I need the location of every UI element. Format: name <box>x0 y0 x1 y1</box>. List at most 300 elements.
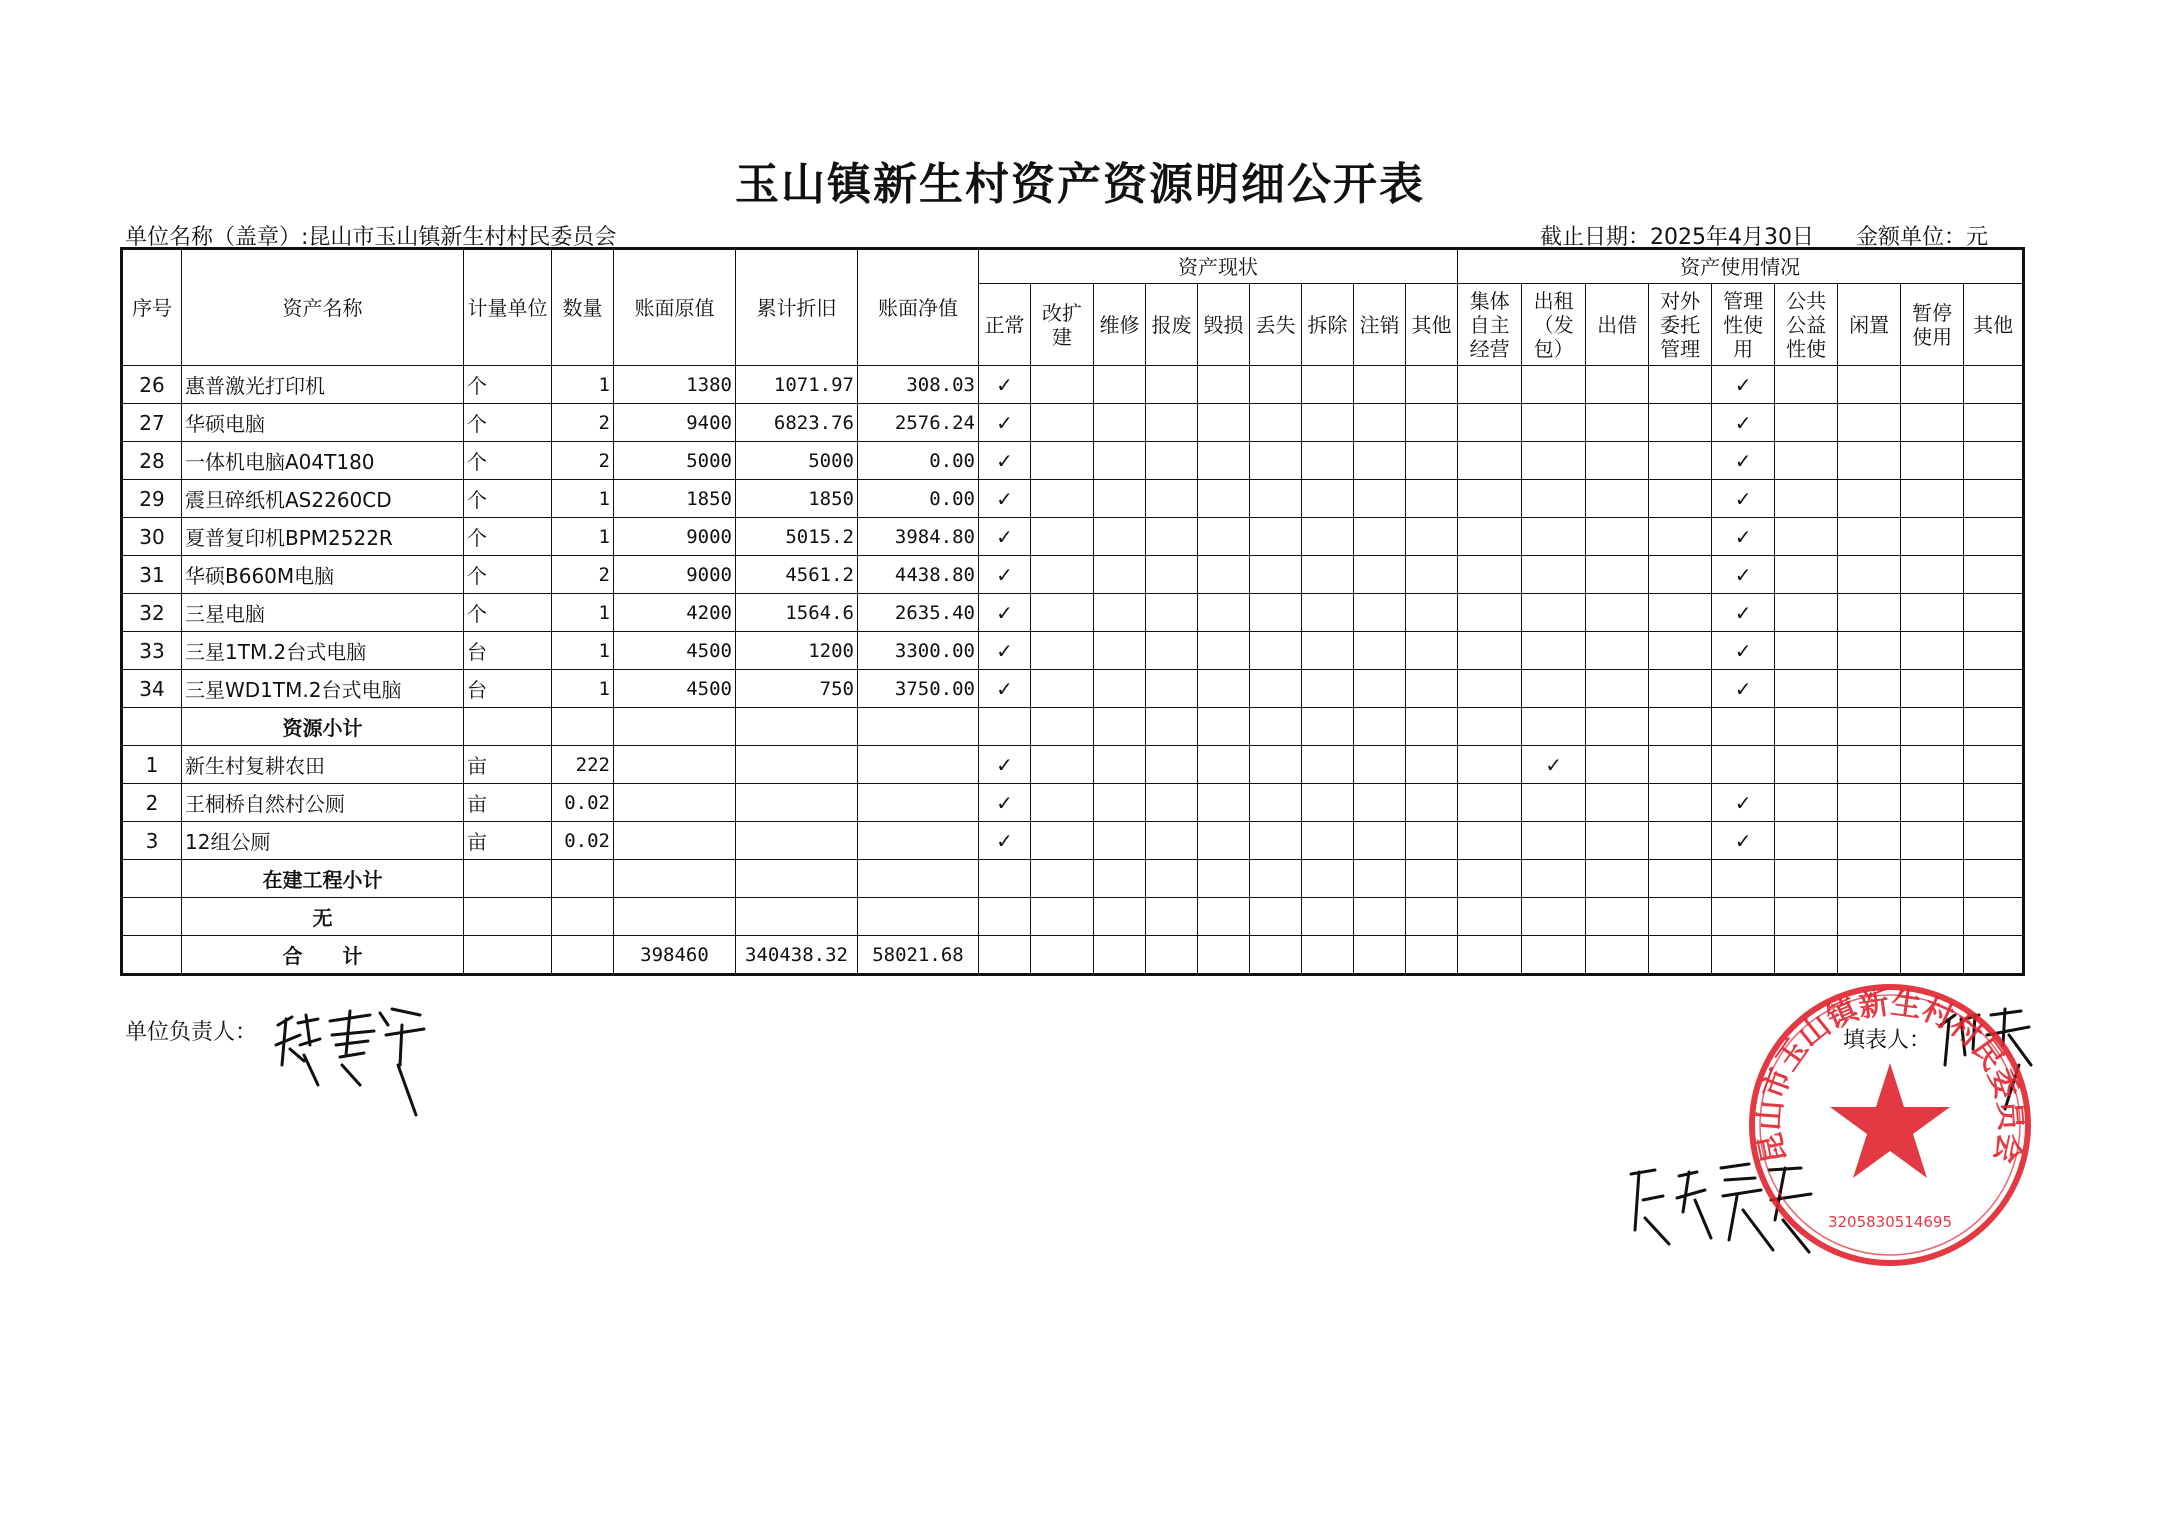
cell-usage <box>1458 404 1522 442</box>
header-book-value: 账面原值 <box>614 249 736 366</box>
cell-status <box>1406 556 1458 594</box>
cell-usage <box>1649 442 1712 480</box>
cell-status <box>1406 822 1458 860</box>
unit-name: 单位名称（盖章）:昆山市玉山镇新生村村民委员会 <box>125 225 617 250</box>
cell-unit: 个 <box>464 480 552 518</box>
construction-subtotal-row-label: 在建工程小计 <box>182 860 464 898</box>
cell-usage <box>1522 404 1586 442</box>
cell-status <box>1094 670 1146 708</box>
cell-status-normal-check: ✓ <box>979 784 1031 822</box>
cell-qty: 1 <box>552 518 614 556</box>
table-cell <box>1586 898 1649 936</box>
table-cell <box>1712 898 1775 936</box>
cell-status-normal-check: ✓ <box>979 442 1031 480</box>
cell-usage <box>1522 670 1586 708</box>
cell-usage <box>1901 404 1964 442</box>
cell-status <box>1146 366 1198 404</box>
cell-usage <box>1522 366 1586 404</box>
cell-usage <box>1586 822 1649 860</box>
table-cell <box>1094 860 1146 898</box>
cell-usage <box>1964 556 2024 594</box>
table-cell <box>1406 860 1458 898</box>
cell-depreciation: 1850 <box>736 480 858 518</box>
table-cell <box>1649 708 1712 746</box>
cell-usage <box>1458 822 1522 860</box>
total-row <box>122 936 2024 975</box>
table-cell <box>1031 708 1094 746</box>
cell-name: 王桐桥自然村公厕 <box>182 784 464 822</box>
cell-usage <box>1522 632 1586 670</box>
cell-status <box>1198 594 1250 632</box>
cell-usage <box>1775 746 1838 784</box>
cell-name: 华硕电脑 <box>182 404 464 442</box>
cell-qty: 0.02 <box>552 784 614 822</box>
cell-name: 惠普激光打印机 <box>182 366 464 404</box>
cell-book-value: 4200 <box>614 594 736 632</box>
table-cell <box>979 898 1031 936</box>
cell-unit: 亩 <box>464 746 552 784</box>
cell-usage <box>1586 594 1649 632</box>
cell-status <box>1198 442 1250 480</box>
cell-status <box>1031 632 1094 670</box>
cell-net-value: 3984.80 <box>858 518 979 556</box>
header-name: 资产名称 <box>182 249 464 366</box>
table-cell <box>1522 898 1586 936</box>
header-usage-group: 资产使用情况 <box>1458 249 2024 284</box>
cell-usage <box>1649 670 1712 708</box>
construction-subtotal-row <box>122 860 2024 898</box>
cell-usage <box>1901 746 1964 784</box>
table-cell <box>1838 936 1901 975</box>
cell-status <box>1250 518 1302 556</box>
table-cell <box>1250 860 1302 898</box>
asset-row <box>122 404 2024 442</box>
cell-status <box>1031 822 1094 860</box>
cell-status <box>1031 366 1094 404</box>
asset-row <box>122 480 2024 518</box>
cell-status <box>1146 556 1198 594</box>
table-cell <box>1146 898 1198 936</box>
cell-status <box>1354 366 1406 404</box>
table-cell <box>1146 860 1198 898</box>
table-cell <box>1964 936 2024 975</box>
cell-status <box>1094 480 1146 518</box>
cell-status <box>1094 822 1146 860</box>
table-cell <box>979 860 1031 898</box>
cell-status <box>1302 404 1354 442</box>
header-status-6: 拆除 <box>1302 284 1354 366</box>
cell-status-normal-check: ✓ <box>979 632 1031 670</box>
table-cell <box>858 708 979 746</box>
cell-status <box>1354 670 1406 708</box>
cell-usage <box>1775 404 1838 442</box>
cell-status-normal-check: ✓ <box>979 746 1031 784</box>
table-cell <box>552 860 614 898</box>
cell-book-value: 9000 <box>614 556 736 594</box>
cell-status <box>1031 404 1094 442</box>
cell-usage-check: ✓ <box>1712 404 1775 442</box>
cell-status <box>1198 632 1250 670</box>
cell-status <box>1198 556 1250 594</box>
cell-status <box>1354 822 1406 860</box>
cell-status <box>1146 822 1198 860</box>
cell-status <box>1146 518 1198 556</box>
cell-status <box>1198 670 1250 708</box>
cell-status <box>1198 784 1250 822</box>
table-cell <box>1354 860 1406 898</box>
cell-seq: 27 <box>122 404 182 442</box>
cell-status <box>1031 594 1094 632</box>
cell-usage <box>1458 442 1522 480</box>
cell-depreciation <box>736 784 858 822</box>
cell-status <box>1406 442 1458 480</box>
cell-qty: 1 <box>552 594 614 632</box>
cell-usage <box>1901 442 1964 480</box>
cell-usage <box>1901 556 1964 594</box>
cell-status-normal-check: ✓ <box>979 404 1031 442</box>
table-cell <box>614 898 736 936</box>
cell-usage-check: ✓ <box>1712 442 1775 480</box>
cell-status <box>1250 822 1302 860</box>
table-cell <box>614 860 736 898</box>
cell-usage <box>1586 518 1649 556</box>
cell-seq <box>122 936 182 975</box>
cell-usage-check: ✓ <box>1712 632 1775 670</box>
table-cell <box>1302 860 1354 898</box>
cell-usage <box>1649 366 1712 404</box>
cell-name: 一体机电脑A04T180 <box>182 442 464 480</box>
cell-status <box>1094 632 1146 670</box>
cell-usage <box>1964 822 2024 860</box>
cell-usage <box>1458 480 1522 518</box>
cell-seq: 1 <box>122 746 182 784</box>
cell-status-normal-check: ✓ <box>979 822 1031 860</box>
cell-status <box>1146 632 1198 670</box>
cell-usage <box>1649 594 1712 632</box>
cell-unit <box>464 936 552 975</box>
cell-unit: 个 <box>464 366 552 404</box>
cell-usage-check: ✓ <box>1712 518 1775 556</box>
cell-usage <box>1964 594 2024 632</box>
cell-usage <box>1838 480 1901 518</box>
cell-status-normal-check: ✓ <box>979 366 1031 404</box>
cell-usage <box>1838 442 1901 480</box>
cell-usage <box>1775 670 1838 708</box>
cell-usage-check: ✓ <box>1712 670 1775 708</box>
cell-seq <box>122 708 182 746</box>
table-cell <box>1458 860 1522 898</box>
cell-status <box>1354 746 1406 784</box>
cell-depreciation: 6823.76 <box>736 404 858 442</box>
cell-seq: 31 <box>122 556 182 594</box>
cell-unit: 亩 <box>464 784 552 822</box>
table-cell <box>858 860 979 898</box>
cell-usage <box>1522 784 1586 822</box>
cell-usage <box>1838 746 1901 784</box>
cell-usage <box>1964 670 2024 708</box>
table-cell <box>1775 898 1838 936</box>
table-cell <box>1250 708 1302 746</box>
table-cell <box>1964 708 2024 746</box>
cell-status <box>1198 366 1250 404</box>
cell-usage <box>1838 784 1901 822</box>
cell-status <box>1354 442 1406 480</box>
cell-book-value <box>614 746 736 784</box>
table-cell <box>1901 936 1964 975</box>
cell-usage <box>1964 518 2024 556</box>
cell-status-normal-check: ✓ <box>979 556 1031 594</box>
cell-usage <box>1522 518 1586 556</box>
table-cell <box>464 708 552 746</box>
cell-usage <box>1586 556 1649 594</box>
cell-seq <box>122 860 182 898</box>
cell-status <box>1406 518 1458 556</box>
cell-usage <box>1586 480 1649 518</box>
cell-status <box>1094 404 1146 442</box>
header-seq: 序号 <box>122 249 182 366</box>
cell-qty: 1 <box>552 632 614 670</box>
svg-text:昆山市玉山镇新生村村民委员会: 昆山市玉山镇新生村村民委员会 <box>1752 986 2028 1167</box>
currency-unit: 金额单位：元 <box>1856 225 1989 250</box>
header-usage-6: 闲置 <box>1838 284 1901 366</box>
filler-label: 填表人： <box>1843 1028 1932 1053</box>
asset-row <box>122 670 2024 708</box>
table-cell <box>552 898 614 936</box>
cell-status <box>1198 822 1250 860</box>
header-net-value: 账面净值 <box>858 249 979 366</box>
page-title: 玉山镇新生村资产资源明细公开表 <box>735 159 1425 210</box>
cell-status <box>1146 480 1198 518</box>
cell-seq: 33 <box>122 632 182 670</box>
table-cell <box>1094 898 1146 936</box>
table-cell <box>1458 708 1522 746</box>
header-status-group: 资产现状 <box>979 249 1458 284</box>
cell-status <box>1354 594 1406 632</box>
cell-qty: 1 <box>552 670 614 708</box>
cell-usage <box>1649 518 1712 556</box>
cell-usage <box>1649 632 1712 670</box>
header-usage-4: 管理性使用 <box>1712 284 1775 366</box>
cell-status <box>1302 632 1354 670</box>
cell-book-value: 4500 <box>614 632 736 670</box>
cell-status <box>1198 518 1250 556</box>
cell-name: 三星电脑 <box>182 594 464 632</box>
table-cell <box>1775 936 1838 975</box>
cell-usage <box>1775 632 1838 670</box>
table-cell <box>1838 898 1901 936</box>
cell-status <box>1094 556 1146 594</box>
cell-status <box>1094 518 1146 556</box>
table-cell <box>1586 860 1649 898</box>
table-cell <box>1964 860 2024 898</box>
cell-usage <box>1458 594 1522 632</box>
cell-usage <box>1458 746 1522 784</box>
cell-usage <box>1964 366 2024 404</box>
cell-usage <box>1522 594 1586 632</box>
cell-depreciation <box>736 822 858 860</box>
cell-usage <box>1522 480 1586 518</box>
cell-name: 新生村复耕农田 <box>182 746 464 784</box>
cell-status <box>1198 404 1250 442</box>
cell-name: 华硕B660M电脑 <box>182 556 464 594</box>
header-usage-7: 暂停使用 <box>1901 284 1964 366</box>
table-cell <box>1198 708 1250 746</box>
cell-status <box>1406 480 1458 518</box>
cell-status <box>1250 556 1302 594</box>
cell-status <box>1250 594 1302 632</box>
cell-usage <box>1901 632 1964 670</box>
table-cell <box>1406 898 1458 936</box>
cell-unit: 个 <box>464 404 552 442</box>
cell-status <box>1354 480 1406 518</box>
header-usage-3: 对外委托管理 <box>1649 284 1712 366</box>
cell-unit: 个 <box>464 594 552 632</box>
cell-status-normal-check: ✓ <box>979 594 1031 632</box>
cell-net-value: 308.03 <box>858 366 979 404</box>
cell-usage <box>1964 746 2024 784</box>
cell-usage <box>1838 594 1901 632</box>
table-cell <box>1712 860 1775 898</box>
cell-seq: 34 <box>122 670 182 708</box>
cell-status <box>1406 594 1458 632</box>
cell-usage <box>1649 746 1712 784</box>
cell-book-value: 4500 <box>614 670 736 708</box>
asset-row <box>122 632 2024 670</box>
cell-status <box>1302 822 1354 860</box>
table-cell <box>614 708 736 746</box>
header-depreciation: 累计折旧 <box>736 249 858 366</box>
table-cell <box>1649 860 1712 898</box>
table-cell <box>1302 898 1354 936</box>
cell-name: 夏普复印机BPM2522R <box>182 518 464 556</box>
table-cell <box>1302 936 1354 975</box>
cell-qty: 0.02 <box>552 822 614 860</box>
cell-unit: 个 <box>464 442 552 480</box>
cell-status <box>1406 404 1458 442</box>
cell-status <box>1146 670 1198 708</box>
cell-qty: 1 <box>552 480 614 518</box>
cell-unit: 个 <box>464 518 552 556</box>
cell-status <box>1406 366 1458 404</box>
cell-status <box>1302 670 1354 708</box>
header-unit: 计量单位 <box>464 249 552 366</box>
cell-usage <box>1964 480 2024 518</box>
cell-usage <box>1838 556 1901 594</box>
cell-usage <box>1649 784 1712 822</box>
cell-status <box>1250 366 1302 404</box>
cell-status <box>1031 480 1094 518</box>
header-status-7: 注销 <box>1354 284 1406 366</box>
table-cell <box>1901 898 1964 936</box>
cell-usage <box>1458 670 1522 708</box>
cell-usage <box>1458 632 1522 670</box>
cell-qty: 1 <box>552 366 614 404</box>
cell-usage <box>1901 366 1964 404</box>
cell-usage-check: ✓ <box>1712 480 1775 518</box>
asset-row <box>122 518 2024 556</box>
header-usage-0: 集体自主经营 <box>1458 284 1522 366</box>
cell-status-normal-check: ✓ <box>979 670 1031 708</box>
cell-net-value: 3750.00 <box>858 670 979 708</box>
cell-name: 震旦碎纸机AS2260CD <box>182 480 464 518</box>
cell-usage <box>1964 404 2024 442</box>
table-cell <box>1964 898 2024 936</box>
cell-usage <box>1586 442 1649 480</box>
cell-book-value: 1380 <box>614 366 736 404</box>
cell-usage <box>1458 366 1522 404</box>
cell-seq: 32 <box>122 594 182 632</box>
cell-status <box>1198 480 1250 518</box>
cell-status <box>1031 670 1094 708</box>
cell-depreciation: 5000 <box>736 442 858 480</box>
table-cell <box>1250 936 1302 975</box>
table-cell <box>1031 898 1094 936</box>
cell-usage <box>1838 822 1901 860</box>
cell-usage <box>1964 784 2024 822</box>
cell-status <box>1094 366 1146 404</box>
cell-net-value <box>858 822 979 860</box>
asset-row <box>122 556 2024 594</box>
cell-net-value: 3300.00 <box>858 632 979 670</box>
cell-status <box>1354 404 1406 442</box>
table-cell <box>1250 898 1302 936</box>
cell-unit: 台 <box>464 632 552 670</box>
table-cell <box>1031 860 1094 898</box>
table-cell <box>1458 936 1522 975</box>
resource-subtotal-row-label: 资源小计 <box>182 708 464 746</box>
cell-usage <box>1522 442 1586 480</box>
table-cell <box>1712 936 1775 975</box>
cell-book-value: 9400 <box>614 404 736 442</box>
header-usage-1: 出租（发包） <box>1522 284 1586 366</box>
cell-usage <box>1838 670 1901 708</box>
cell-usage <box>1586 670 1649 708</box>
cell-seq: 28 <box>122 442 182 480</box>
table-cell <box>464 898 552 936</box>
cell-status <box>1302 480 1354 518</box>
cell-usage <box>1901 594 1964 632</box>
table-cell <box>1146 936 1198 975</box>
cell-usage <box>1838 366 1901 404</box>
cell-usage <box>1586 784 1649 822</box>
cell-usage <box>1458 784 1522 822</box>
cell-usage <box>1901 822 1964 860</box>
table-cell <box>1406 936 1458 975</box>
table-cell <box>1354 708 1406 746</box>
construction-none-row-label: 无 <box>182 898 464 936</box>
cell-status <box>1031 746 1094 784</box>
total-label: 合 计 <box>182 936 464 975</box>
cell-seq: 3 <box>122 822 182 860</box>
cell-usage <box>1649 822 1712 860</box>
cell-status <box>1250 746 1302 784</box>
cell-usage <box>1775 480 1838 518</box>
cell-depreciation: 1564.6 <box>736 594 858 632</box>
cell-qty: 2 <box>552 404 614 442</box>
cell-status <box>1302 442 1354 480</box>
official-stamp <box>1740 975 2040 1275</box>
cell-usage <box>1586 404 1649 442</box>
cell-book-value: 9000 <box>614 518 736 556</box>
cell-status <box>1406 670 1458 708</box>
header-status-3: 报废 <box>1146 284 1198 366</box>
header-status-8: 其他 <box>1406 284 1458 366</box>
cell-usage <box>1901 480 1964 518</box>
cell-usage-check: ✓ <box>1712 366 1775 404</box>
table-cell <box>1198 936 1250 975</box>
cell-usage <box>1901 670 1964 708</box>
leader-label: 单位负责人： <box>125 1020 258 1045</box>
